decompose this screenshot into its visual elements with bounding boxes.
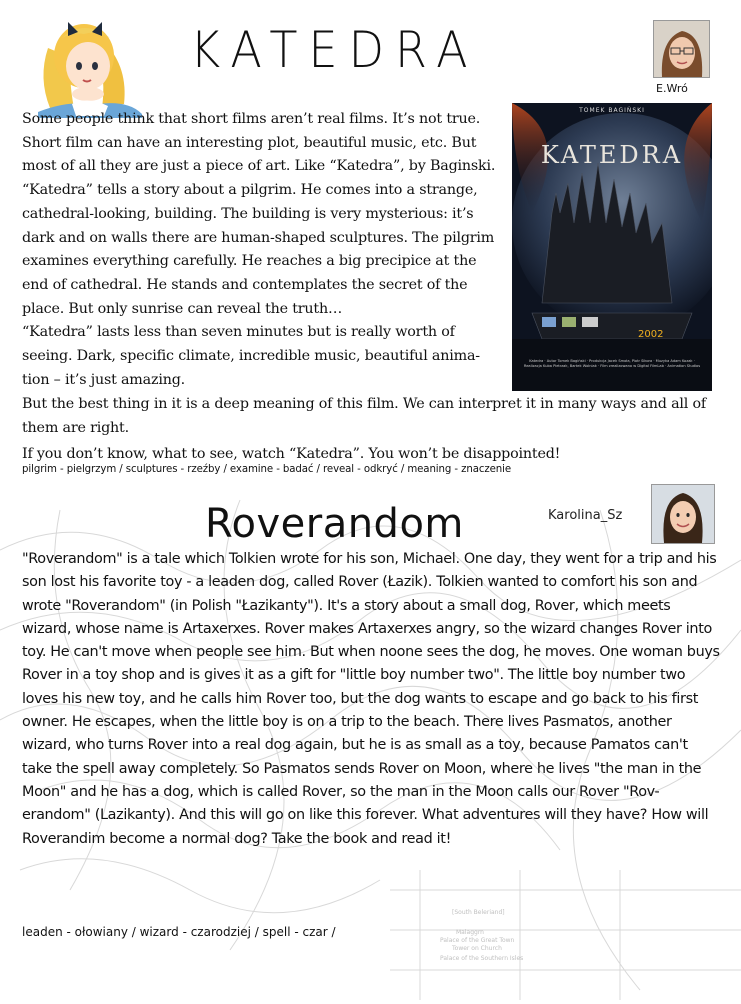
paragraph: If you don’t know, what to see, watch “Katedra”. You won’t be disappointed! xyxy=(22,446,561,463)
author-photo-karolina xyxy=(651,484,715,544)
map-label: [South Beleriand] xyxy=(452,909,505,916)
article-title-roverandom: Roverandom xyxy=(205,501,464,547)
map-label: Tower on Church xyxy=(452,945,502,952)
paragraph: “Katedra” tells a story about a pilgrim. He comes into a strange, cathedral-looking, building. The building is very mysterious: it’s dark and on walls there are human-shaped sculptures. The pilgrim examines everything carefully. He reaches a big precipice at the end of cathedral. He stands and contemplates the secret of the place. But only sunrise can reveal the truth… xyxy=(22,182,495,317)
vocabulary-list: pilgrim - pielgrzym / sculptures - rzeźby / examine - badać / reveal - odkryć / meaning - znaczenie xyxy=(22,464,512,475)
poster-title: KATEDRA xyxy=(540,141,684,169)
map-label: Malaggrn xyxy=(456,929,484,936)
vocabulary-list: leaden - ołowiany / wizard - czarodziej / spell - czar / xyxy=(22,925,336,939)
paragraph: But the best thing in it is a deep meaning of this film. We can interpret it in many ways and all of them are right. xyxy=(22,396,707,436)
poster-year: 2002 xyxy=(638,329,664,340)
poster-credits: Katedra · Autor Tomek Bagiński · Produkcja Jacek Smoła, Piotr Sikora · Muzyka Adam Kozak · Realizacja Kuba Pietrzak, Bartek Wolniak · Film zrealizowano w Digital FilmLab · Animation Studios xyxy=(523,359,701,368)
paragraph: Some people think that short films aren’t real films. It’s not true. Short film can have an interesting plot, beautiful music, etc. But most of all they are just a piece of art. Like “Katedra”, by Baginski. xyxy=(22,111,496,175)
map-label: Palace of the Southern Isles xyxy=(440,955,524,962)
alice-illustration xyxy=(28,8,146,118)
movie-poster xyxy=(512,103,712,391)
author-name: E.Wró xyxy=(656,82,688,95)
article-body-katedra xyxy=(22,108,502,392)
poster-header: TOMEK BAGIŃSKI xyxy=(579,107,645,114)
article-body-roverandom: "Roverandom" is a tale which Tolkien wrote for his son, Michael. One day, they went for a trip and his son lost his favorite toy - a leaden dog, called Rover (Łazik). Tolkien wanted to comfort his son and wrote "Roverandom" (in Polish "Łazikanty"). It's a story about a small dog, Rover, which meets wizard, whose name is Artaxerxes. Rover makes Artaxerxes angry, so the wizard changes Rover into toy. He can't move when people see him. But when noone sees the dog, he moves. One woman buys Rover in a toy shop and is gives it as a gift for "little boy number two". The little boy number two loves his new toy, and he calls him Rover too, but the dog wants to escape and go back to his first owner. He escapes, when the little boy is on a trip to the beach. There lives Pasmatos, another wizard, who turns Rover into a real dog again, but he is as small as a toy, because Pamatos can't take the spell away completely. So Pasmatos sends Rover on Moon, where he lives "the man in the Moon" and he has a dog, which is called Rover, so the man in the Moon calls our Rover "Rov-erandom" (Lazikanty). And this will go on like this forever. What adventures will they have? How will Roverandim become a normal dog? Take the book and read it! xyxy=(22,551,720,847)
author-photo-ewro xyxy=(653,20,710,78)
author-name: Karolina_Sz xyxy=(548,508,623,523)
map-label: Palace of the Great Town xyxy=(440,937,515,944)
paragraph: “Katedra” lasts less than seven minutes but is really worth of seeing. Dark, specific climate, incredible music, beautiful anima-tion – it’s just amazing. xyxy=(22,324,480,388)
article-body-katedra-wide xyxy=(22,393,712,467)
article-title-katedra: KATEDRA xyxy=(190,21,479,79)
